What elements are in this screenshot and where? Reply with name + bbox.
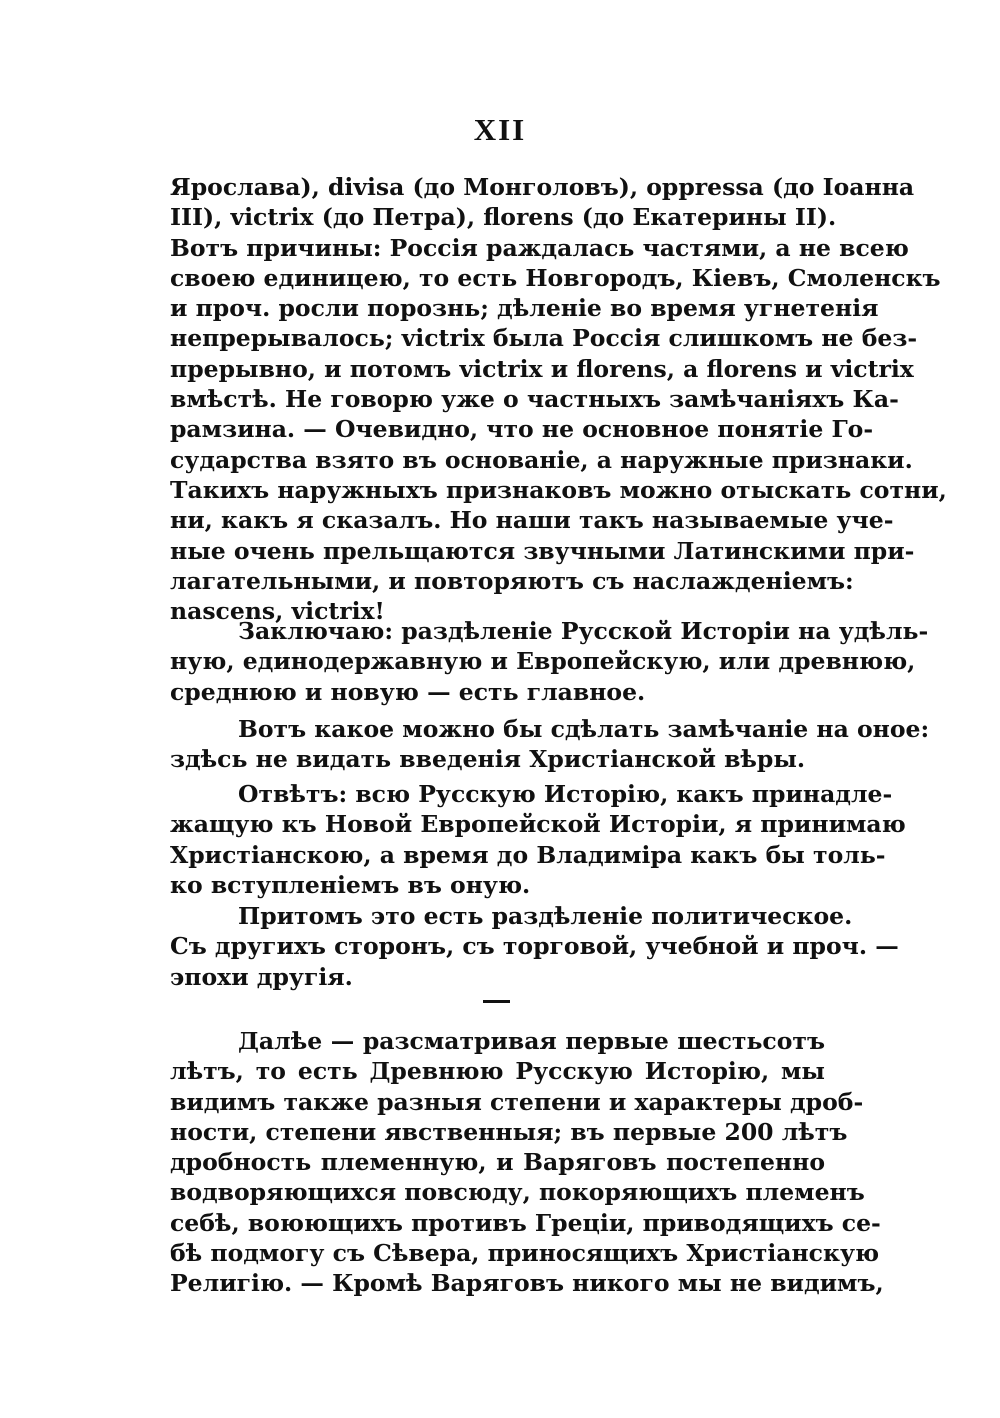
- text-line: сударства взято въ основаніе, а наружные признаки.: [170, 445, 913, 474]
- text-line: Притомъ это есть раздѣленіе политическое.: [238, 902, 853, 930]
- text-line: ные очень прельщаются звучными Латинскими при-: [170, 536, 915, 565]
- text-line: непрерывалось; victrix была Россія слишкомъ не без-: [170, 324, 918, 353]
- page-number: XII: [473, 112, 527, 147]
- text-line: III), victrix (до Петра), florens (до Екатерины II).: [170, 203, 837, 232]
- text-line: Ярослава), divisa (до Монголовъ), oppressa (до Іоанна: [170, 173, 915, 201]
- text-line: ную, единодержавную и Европейскую, или древнюю,: [170, 647, 916, 676]
- text-line: Далѣе — разсматривая первые шестьсотъ: [238, 1027, 825, 1055]
- text-line: рамзина. — Очевидно, что не основное понятіе Го-: [170, 415, 874, 444]
- text-line: Вотъ какое можно бы сдѣлать замѣчаніе на оное:: [238, 715, 930, 743]
- text-line: ности, степени явственныя; въ первые 200 лѣтъ: [170, 1117, 848, 1146]
- text-line: и проч. росли порознь; дѣленіе во время угнетенія: [170, 294, 879, 323]
- text-line: ни, какъ я сказалъ. Но наши такъ называемые уче-: [170, 506, 894, 535]
- text-line: дробность племенную, и Варяговъ постепенно: [170, 1148, 825, 1177]
- text-line: nascens, victrix!: [170, 597, 385, 626]
- text-line: видимъ также разныя степени и характеры дроб-: [170, 1087, 864, 1116]
- section-separator: [483, 1000, 510, 1003]
- text-line: Заключаю: раздѣленіе Русской Исторіи на удѣль-: [238, 617, 929, 645]
- paragraph-4: [170, 779, 906, 900]
- text-line: Вотъ причины: Россія раждалась частями, а не всею: [170, 233, 909, 262]
- text-line: вмѣстѣ. Не говорю уже о частныхъ замѣчаніяхъ Ка-: [170, 385, 899, 414]
- paragraph-6: [170, 1026, 884, 1299]
- text-line: здѣсь не видать введенія Христіанской вѣры.: [170, 745, 806, 774]
- text-line: среднюю и новую — есть главное.: [170, 677, 646, 706]
- paragraph-5: [170, 901, 899, 992]
- text-line: водворяющихся повсюду, покоряющихъ племенъ: [170, 1178, 865, 1207]
- text-line: Съ другихъ сторонъ, съ торговой, учебной и проч. —: [170, 932, 899, 961]
- paragraph-1: [170, 172, 947, 626]
- text-line: ко вступленіемъ въ оную.: [170, 870, 531, 899]
- text-line: Христіанскою, а время до Владиміра какъ бы толь-: [170, 840, 886, 869]
- text-line: лѣтъ, то есть Древнюю Русскую Исторію, мы: [170, 1057, 825, 1086]
- paragraph-2: [170, 616, 929, 707]
- text-line: Религію. — Кромѣ Варяговъ никого мы не видимъ,: [170, 1269, 884, 1298]
- text-line: Отвѣтъ: всю Русскую Исторію, какъ принадле-: [238, 780, 893, 808]
- text-line: жащую къ Новой Европейской Исторіи, я принимаю: [170, 810, 906, 839]
- text-line: прерывно, и потомъ victrix и florens, а florens и victrix: [170, 354, 914, 383]
- text-line: эпохи другія.: [170, 962, 353, 991]
- text-line: себѣ, воюющихъ противъ Греціи, приводящихъ се-: [170, 1208, 881, 1237]
- text-line: своею единицею, то есть Новгородъ, Кіевъ, Смоленскъ: [170, 263, 941, 292]
- text-line: лагательными, и повторяютъ съ наслажденіемъ:: [170, 566, 854, 595]
- text-line: Такихъ наружныхъ признаковъ можно отыскать сотни,: [170, 475, 947, 504]
- paragraph-3: [170, 714, 930, 775]
- text-line: бѣ подмогу съ Сѣвера, приносящихъ Христіанскую: [170, 1239, 880, 1268]
